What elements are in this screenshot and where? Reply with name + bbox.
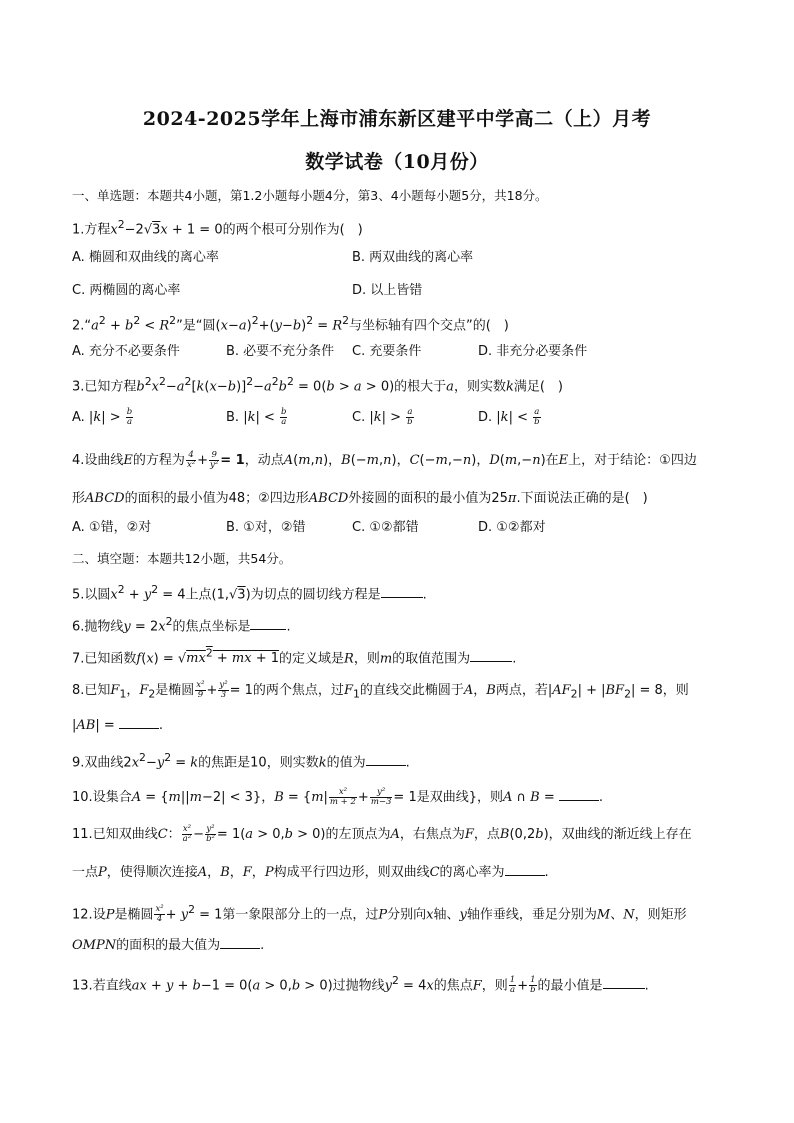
question-8-line2: |AB| = . [72, 714, 163, 736]
q4-option-b[interactable]: B. ①对，②错 [226, 520, 306, 535]
question-3: 3.已知方程$b^2x^2-a^2[k(x-b)]^2-a^2b^2 = 0(b > a > 0)$的根大于a，则实数k满足( ) [72, 375, 563, 395]
math-expr: x [110, 222, 118, 238]
answer-blank[interactable] [220, 934, 260, 949]
exam-subtitle: 数学试卷（10月份） [305, 151, 489, 173]
q3-option-d[interactable]: D. |k| < $\frac{a}{b}$ [478, 407, 540, 427]
section-header-single-choice: 一、单选题：本题共4小题，第1.2小题每小题4分，第3、4小题每小题5分，共18分。 [72, 188, 548, 203]
q3-option-b[interactable]: B. |k| < $\frac{b}{a}$ [226, 407, 287, 427]
answer-blank[interactable] [470, 647, 512, 662]
q2-option-b[interactable]: B. 必要不充分条件 [226, 344, 335, 359]
exam-title: 2024-2025学年上海市浦东新区建平中学高二（上）月考 [142, 108, 652, 130]
question-9: 9.双曲线$2x^2-y^2 = k$的焦距是10，则实数k的值为 . [72, 751, 410, 771]
question-11: 11.已知双曲线C： $\frac{\text{x²}}{\text{a²}}$ − $\frac{\text{y²}}{\text{b²}}$ = 1(a > 0,b > 0)的左顶点为A，右焦点为F，点B(0,2b)，双曲线的渐近线上存在 [72, 824, 692, 844]
q1-option-a[interactable]: A. 椭圆和双曲线的离心率 [72, 250, 219, 265]
answer-blank[interactable] [250, 615, 286, 630]
answer-blank[interactable] [119, 714, 159, 729]
q2-option-a[interactable]: A. 充分不必要条件 [72, 344, 180, 359]
question-7: 7.已知函数$f(x) = √mx^2$ + mx + 1的定义域是R，则m的取值范围为 . [72, 647, 517, 667]
answer-blank[interactable] [381, 583, 423, 598]
answer-blank[interactable] [559, 786, 599, 801]
question-6: 6.抛物线$y = 2x^2$的焦点坐标是 . [72, 615, 291, 635]
question-10: 10.设集合A = {m||m−2| < 3}，B = {m| $\frac{\text{x²}}{m + 2}$ + $\frac{\text{y²}}{m-3}$ = 1是双曲线}，则A ∩ B = . [72, 787, 604, 807]
question-4: 4.设曲线E的方程为 $\frac{4}{\text{x²}}$ + $\frac{9}{\text{y²}}$ = 1，动点A(m,n)，B(−m,n)，C(−m,−n)，D(m,−n)在E上，对于结论：①四边 [72, 450, 697, 470]
question-12-line2: OMPN的面积的最大值为 . [72, 934, 264, 956]
question-2: $2.“a^2 + b^2 < R^2$”是“圆$(x-a)^2+(y-b)^2 = R^2$与坐标轴有四个交点”的( ) [72, 314, 509, 334]
q1-option-c[interactable]: C. 两椭圆的离心率 [72, 283, 181, 298]
question-5: 5.以圆$x^2 + y^2 = 4$上点(1,√3)为切点的圆切线方程是 . [72, 583, 427, 603]
answer-blank[interactable] [366, 751, 406, 766]
q1-option-d[interactable]: D. 以上皆错 [352, 283, 423, 298]
q2-option-c[interactable]: C. 充要条件 [352, 344, 422, 359]
answer-blank[interactable] [505, 861, 545, 876]
question-4-line2: 形ABCD的面积的最小值为48；②四边形ABCD外接圆的面积的最小值为25π.下面说法正确的是( ) [72, 491, 648, 506]
q3-option-a[interactable]: A. |k| > $\frac{b}{a}$ [72, 407, 133, 427]
q2-option-d[interactable]: D. 非充分必要条件 [478, 344, 588, 359]
q3-option-c[interactable]: C. |k| > $\frac{a}{b}$ [352, 407, 413, 427]
question-11-line2: 一点P，使得顺次连接A，B，F，P构成平行四边形，则双曲线C的离心率为 . [72, 861, 549, 883]
section-header-fill-blank: 二、填空题：本题共12小题，共54分。 [72, 551, 292, 566]
q1-option-b[interactable]: B. 两双曲线的离心率 [352, 250, 474, 265]
q4-option-d[interactable]: D. ①②都对 [478, 520, 546, 535]
question-8: 8.已知$F_1$，$F_2$是椭圆 $\frac{\text{x²}}{9}$ + $\frac{\text{y²}}{3}$ = 1的两个焦点，过$F_1$的直线交此椭圆于A，B两点，若$|AF_2| + |BF_2| = 8$，则 [72, 680, 689, 701]
question-12: 12.设P是椭圆 $\frac{\text{x²}}{4}$ + $y^2 = 1$第一象限部分上的一点，过P分别向x轴、y轴作垂线，垂足分别为M、N，则矩形 [72, 903, 687, 925]
question-1: 1.方程$x^2-2√3x + 1 = 0$的两个根可分别作为( ) [72, 218, 363, 238]
q4-option-c[interactable]: C. ①②都错 [352, 520, 419, 535]
q4-option-a[interactable]: A. ①错，②对 [72, 520, 152, 535]
answer-blank[interactable] [603, 974, 645, 989]
question-13: 13.若直线ax + y + b−1 = 0(a > 0,b > 0)过抛物线$y^2 = 4x$的焦点F，则 $\frac{1}{a}$ + $\frac{1}{b}$ 的最小值是 . [72, 974, 649, 996]
